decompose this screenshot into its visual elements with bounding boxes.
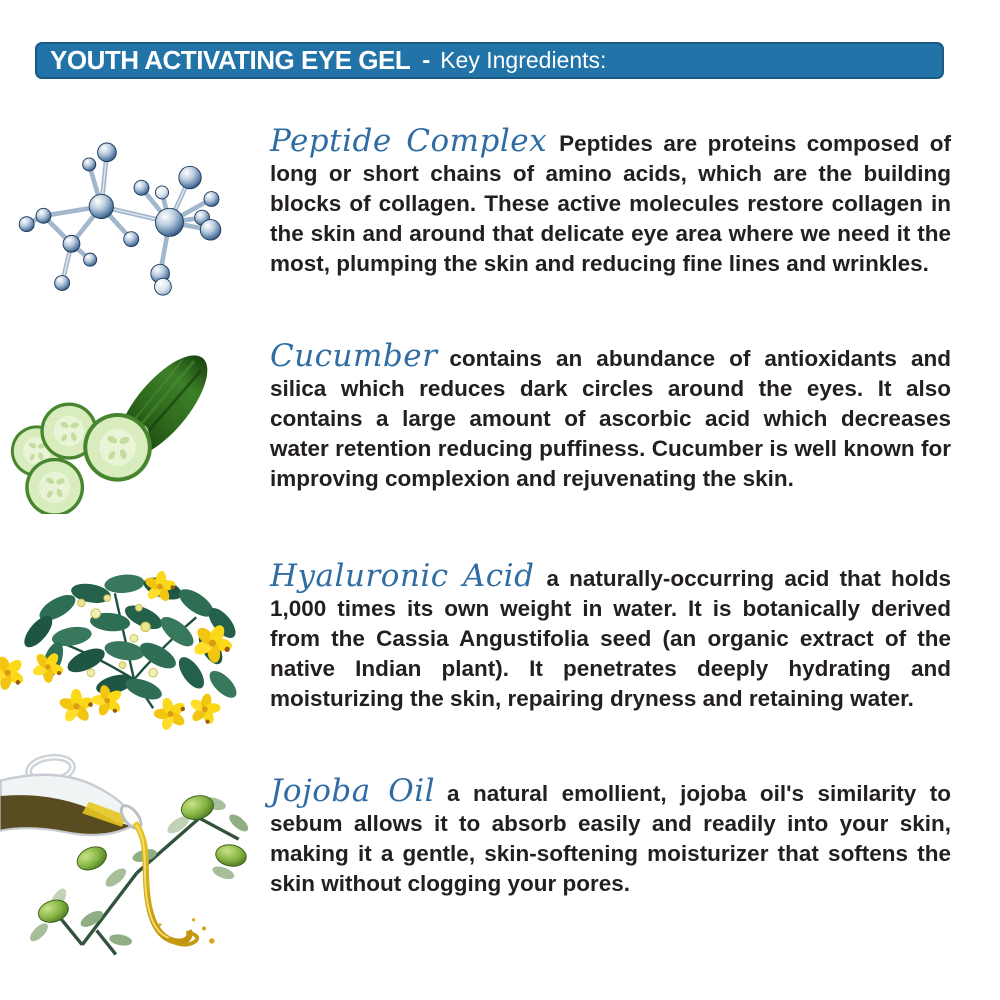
product-title: YOUTH ACTIVATING EYE GEL [50, 45, 411, 75]
section-peptide-complex [270, 123, 951, 279]
ingredient-body: a natural emollient, jojoba oil's similarity to sebum allows it to absorb easily and readily into your skin, making it a gentle, skin-softening moisturizer that softens the skin without clogging your pores. [270, 781, 951, 896]
ingredient-body: contains an abundance of antioxidants and silica which reduces dark circles around the eyes. It also contains a large amount of ascorbic acid which decreases water retention reducing puffiness. Cucumber is well known for improving complexion and rejuvenating the skin. [270, 346, 951, 491]
title-separator: - [422, 46, 431, 74]
cassia-plant-icon [0, 548, 268, 744]
molecule-icon [8, 113, 260, 313]
ingredient-paragraph [270, 558, 951, 714]
ingredient-heading: Cucumber [270, 338, 438, 374]
ingredient-paragraph [270, 123, 951, 279]
ingredient-paragraph [270, 338, 951, 494]
oil-bottle-icon [0, 748, 270, 988]
section-hyaluronic-acid [270, 558, 951, 714]
title-banner [35, 42, 944, 79]
jojoba-oil-image [0, 748, 270, 993]
ingredient-body: Peptides are proteins composed of long or short chains of amino acids, which are the building blocks of collagen. These active molecules restore collagen in the skin and around that delicate eye area where we need it the most, plumping the skin and reducing fine lines and wrinkles. [270, 131, 951, 276]
peptide-molecule-image [8, 113, 260, 318]
cucumber-image [0, 352, 258, 519]
section-cucumber [270, 338, 951, 494]
ingredient-paragraph [270, 773, 951, 899]
cucumber-icon [0, 352, 258, 514]
section-jojoba-oil [270, 773, 951, 899]
ingredient-body: a naturally-occurring acid that holds 1,000 times its own weight in water. It is botanically derived from the Cassia Angustifolia seed (an organic extract of the native Indian plant). It penetrates deeply hydrating and moisturizing the skin, repairing dryness and retaining water. [270, 566, 951, 711]
ingredient-heading: Jojoba Oil [270, 773, 436, 809]
banner-subtitle: Key Ingredients: [440, 47, 607, 73]
ingredient-heading: Hyaluronic Acid [270, 558, 535, 594]
ingredient-heading: Peptide Complex [270, 123, 548, 159]
cassia-flowers-image [0, 548, 268, 749]
